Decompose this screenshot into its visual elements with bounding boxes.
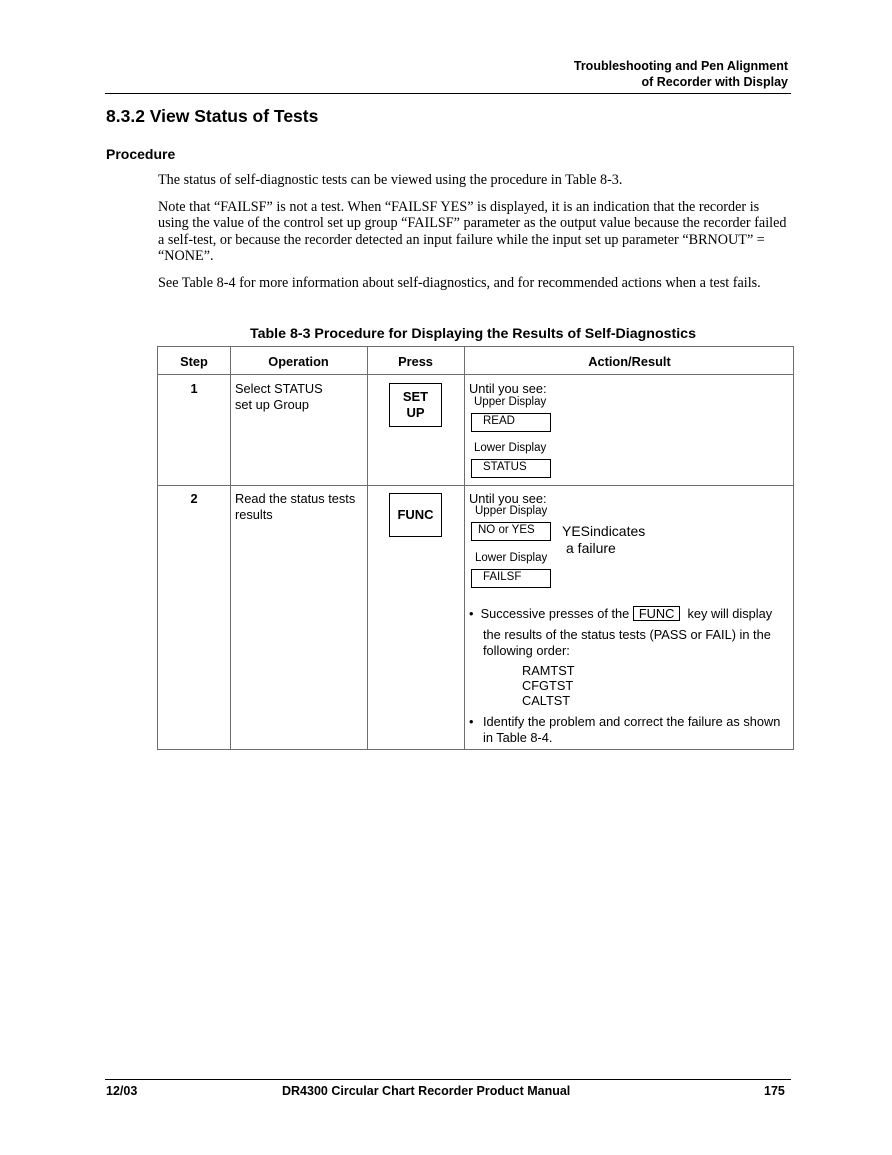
running-header-line2: of Recorder with Display <box>641 75 788 89</box>
column-header-press: Press <box>398 354 433 369</box>
lower-display-readout: FAILSF <box>471 569 551 588</box>
upper-display-readout: READ <box>471 413 551 432</box>
upper-display-readout: NO or YES <box>471 522 551 541</box>
until-you-see-label: Until you see: <box>469 381 547 396</box>
column-divider <box>367 347 368 749</box>
set-up-key-line1: SET <box>402 389 429 404</box>
operation-text: Read the status tests results <box>235 491 356 522</box>
bullet-text: Successive presses of the <box>480 606 630 621</box>
bullet-successive-presses <box>469 606 789 622</box>
lower-display-label: Lower Display <box>474 442 547 454</box>
yes-indicates-note: YESindicates <box>562 523 646 539</box>
yes-indicates-note-cont: a failure <box>566 540 616 556</box>
running-header-line1: Troubleshooting and Pen Alignment <box>573 59 788 73</box>
test-name: RAMTST <box>522 663 575 678</box>
footer-rule <box>105 1079 791 1080</box>
procedure-subheading: Procedure <box>106 146 176 162</box>
footer-page-number: 175 <box>764 1084 785 1098</box>
bullet-marker: • <box>469 714 474 729</box>
column-header-step: Step <box>180 354 208 369</box>
step-number: 2 <box>190 491 198 506</box>
func-key <box>389 493 442 537</box>
bullet-text-wrap: the results of the status tests (PASS or FAIL) in the following order: <box>483 627 771 658</box>
header-row-divider <box>158 374 793 375</box>
column-header-action-result: Action/Result <box>588 354 671 369</box>
column-divider <box>464 347 465 749</box>
column-divider <box>230 347 231 749</box>
upper-display-label: Upper Display <box>475 505 548 517</box>
operation-text: Select STATUS set up Group <box>235 381 323 412</box>
bullet-text-cont: key will display <box>687 606 773 621</box>
row-divider <box>158 485 793 486</box>
test-name: CALTST <box>522 693 571 708</box>
running-header <box>574 58 788 90</box>
set-up-key-line2: UP <box>406 405 425 420</box>
test-name: CFGTST <box>522 678 574 693</box>
procedure-table <box>157 346 794 750</box>
lower-display-label: Lower Display <box>475 552 548 564</box>
section-title: 8.3.2 View Status of Tests <box>106 106 319 126</box>
failsf-note-paragraph: Note that “FAILSF” is not a test. When “FAILSF YES” is displayed, it is an indication that the recorder is using the value of the control set up group “FAILSF” parameter as the output value because the recorder failed a self-test, or because the recorder detected an input failure while the input set up parameter “BRNOUT” = “NONE”. <box>158 199 787 264</box>
intro-paragraph: The status of self-diagnostic tests can be viewed using the procedure in Table 8-3. <box>158 172 623 188</box>
upper-display-label: Upper Display <box>474 396 547 408</box>
column-header-operation: Operation <box>268 354 329 369</box>
footer-date: 12/03 <box>106 1084 138 1098</box>
header-rule <box>105 93 791 94</box>
see-table-paragraph: See Table 8-4 for more information about self-diagnostics, and for recommended actions when a test fails. <box>158 275 761 291</box>
table-caption: Table 8-3 Procedure for Displaying the Results of Self-Diagnostics <box>250 326 696 342</box>
func-key-label: FUNC <box>397 507 434 522</box>
until-you-see-label: Until you see: <box>469 491 547 506</box>
lower-display-readout: STATUS <box>471 459 551 478</box>
bullet-identify-problem: Identify the problem and correct the failure as shown in Table 8-4. <box>483 714 781 745</box>
func-key-inline: FUNC <box>633 606 681 621</box>
footer-manual-title: DR4300 Circular Chart Recorder Product Manual <box>282 1084 571 1098</box>
set-up-key <box>389 383 442 427</box>
bullet-marker: • <box>469 606 481 621</box>
step-number: 1 <box>190 381 198 396</box>
